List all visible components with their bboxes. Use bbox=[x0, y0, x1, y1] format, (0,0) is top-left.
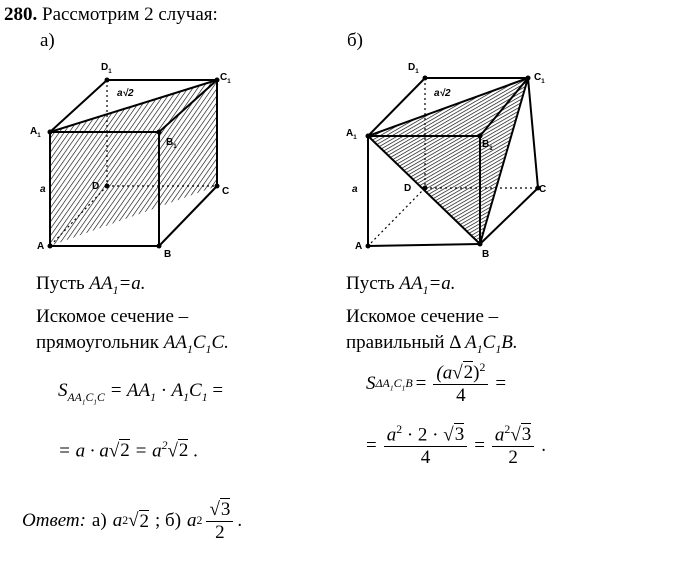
label-a-b: A bbox=[355, 241, 363, 252]
label-a1-b: $A_1$ bbox=[346, 128, 357, 141]
formula-a-1: $S_{AA_1C_1C} = AA_1 \cdot A_1C_1$ = bbox=[58, 380, 224, 407]
part-b-line3: правильный Δ $A_1C_1B$. bbox=[346, 331, 518, 356]
label-b-a: B bbox=[164, 249, 172, 260]
problem-intro: Рассмотрим 2 случая: bbox=[42, 4, 218, 25]
hidden-edge-ad-b bbox=[368, 188, 425, 246]
part-a-text bbox=[36, 271, 229, 363]
label-diag-a: a√2 bbox=[117, 88, 134, 99]
label-a1-a: $A_1$ bbox=[30, 126, 41, 139]
label-d1-a: $D_1$ bbox=[101, 62, 112, 75]
part-a-line2: Искомое сечение – bbox=[36, 305, 189, 327]
label-d-a: D bbox=[92, 181, 100, 192]
formula-a-2: = $a \cdot a√2 = a^2√2$ . bbox=[58, 439, 198, 462]
fraction-b-3: $\frac{a^2√3}{2}$ bbox=[492, 424, 534, 468]
label-b1-b: $B_1$ bbox=[482, 139, 493, 152]
answer-line: Ответ: а) a 2 √ 2 ; б) a 2 $\frac{√3}{2}$ . bbox=[22, 499, 243, 543]
label-c-b: C bbox=[539, 184, 547, 195]
part-a-line3: прямоугольник $AA_1C_1C$. bbox=[36, 331, 229, 356]
part-b-tag: б) bbox=[347, 30, 363, 51]
label-c1-a: $C_1$ bbox=[220, 72, 231, 85]
part-b-text bbox=[346, 271, 518, 363]
label-d1-b: $D_1$ bbox=[408, 62, 419, 75]
answer-fraction: $\frac{√3}{2}$ bbox=[206, 500, 233, 543]
problem-header bbox=[4, 4, 218, 26]
section-rectangle-a bbox=[50, 80, 217, 246]
label-edge-b: a bbox=[352, 184, 358, 195]
cube-figure-b bbox=[340, 58, 580, 268]
label-b1-a: $B_1$ bbox=[166, 137, 177, 150]
part-b-line2: Искомое сечение – bbox=[346, 305, 499, 327]
part-a-line1: Пусть $AA_1=a$. bbox=[36, 273, 146, 297]
label-d-b: D bbox=[404, 183, 412, 194]
fraction-b-2: $\frac{a^2 \cdot 2 \cdot √3}{4}$ bbox=[384, 424, 467, 468]
label-c-a: C bbox=[222, 186, 230, 197]
formula-b-1: S $\Delta A_1C_1B$ = $\frac{(a√2)^2}{4}$ = bbox=[366, 361, 507, 407]
part-a-tag: а) bbox=[40, 30, 55, 51]
cube-figure-a bbox=[28, 58, 268, 268]
part-b-line1: Пусть $AA_1=a$. bbox=[346, 273, 456, 297]
label-b-b: B bbox=[482, 249, 490, 260]
formula-b-2: = $\frac{a^2 \cdot 2 \cdot √3}{4}$ = $\frac{a^2√3}{2}$ . bbox=[366, 423, 546, 469]
label-a-a: A bbox=[37, 241, 45, 252]
answer-label: Ответ: bbox=[22, 510, 86, 532]
fraction-b-1: $\frac{(a√2)^2}{4}$ bbox=[433, 362, 488, 406]
label-c1-b: $C_1$ bbox=[534, 72, 545, 85]
label-edge-a: a bbox=[40, 184, 46, 195]
label-diag-b: a√2 bbox=[434, 88, 451, 99]
problem-number: 280. bbox=[4, 4, 38, 25]
